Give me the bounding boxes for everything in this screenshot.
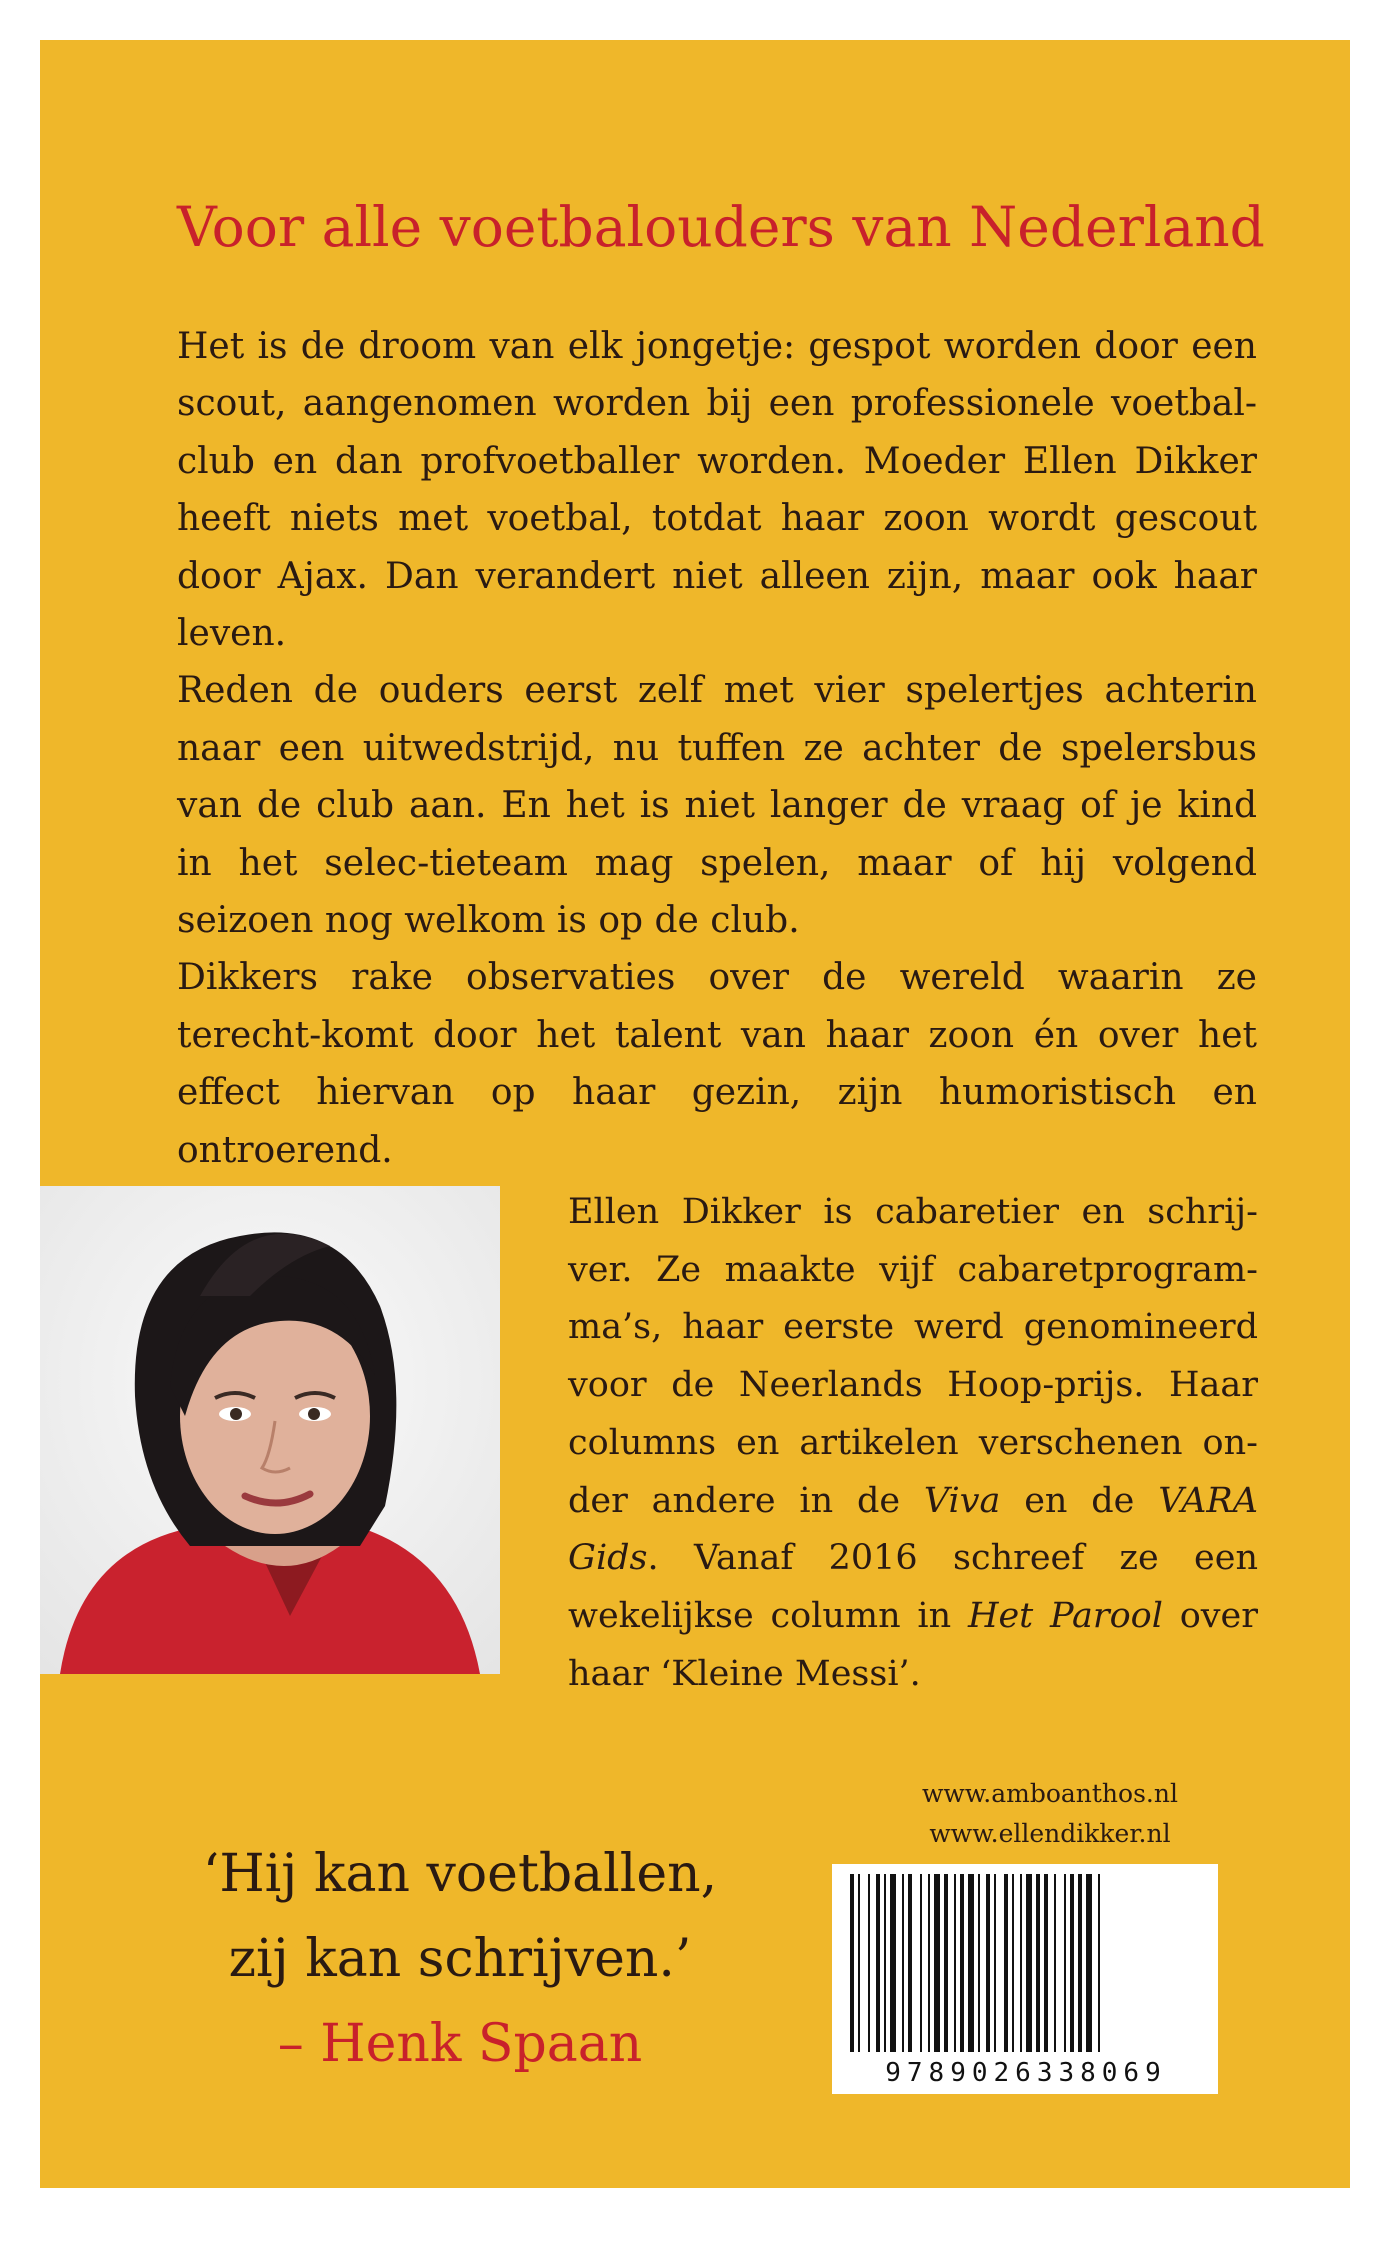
bio-title-viva: Viva	[923, 1480, 1001, 1521]
barcode-bar	[1004, 1874, 1008, 2052]
barcode-bar	[934, 1874, 940, 2052]
barcode-bar	[1086, 1874, 1092, 2052]
bio-title-het-parool: Het Parool	[967, 1595, 1163, 1636]
barcode-bar	[986, 1874, 990, 2052]
barcode-bar	[1012, 1874, 1014, 2052]
barcode-bar	[890, 1874, 896, 2052]
barcode-bar	[1020, 1874, 1022, 2052]
blurb	[177, 318, 1257, 1179]
barcode-bar	[876, 1874, 880, 2052]
barcode-bar	[1078, 1874, 1082, 2052]
author-bio	[568, 1184, 1258, 1703]
bio-text-1: Ellen Dikker is cabaretier en schrij-ver. Ze maakte vijf cabaretprogram-ma’s, haar eerste werd genomineerd voor de Neerlands Hoop-prijs. Haar columns en artikelen verschenen on-der andere in de	[568, 1192, 1258, 1521]
barcode-bar	[850, 1874, 854, 2052]
quote-line-2: zij kan schrijven.’	[228, 1929, 692, 1989]
barcode-bar	[1098, 1874, 1100, 2052]
bio-text-4: over haar ‘Kleine Messi’.	[568, 1595, 1259, 1694]
barcode-bar	[1070, 1874, 1074, 2052]
barcode-bar	[902, 1874, 904, 2052]
barcode-bar	[858, 1874, 860, 2052]
author-photo	[40, 1186, 500, 1674]
barcode-bar	[960, 1874, 964, 2052]
blurb-paragraph-1: Het is de droom van elk jongetje: gespot worden door een scout, aangenomen worden bij een professionele voetbal-club en dan profvoetballer worden. Moeder Ellen Dikker heeft niets met voetbal, totdat haar zoon wordt gescout door Ajax. Dan verandert niet alleen zijn, maar ook haar leven.	[177, 326, 1257, 655]
headline: Voor alle voetbalouders van Nederland	[177, 195, 1265, 259]
barcode-bar	[1064, 1874, 1066, 2052]
barcode-bar	[1054, 1874, 1056, 2052]
barcode-bar	[968, 1874, 974, 2052]
barcode-bar	[978, 1874, 980, 2052]
quote-attribution: – Henk Spaan	[277, 2014, 643, 2074]
blurb-paragraph-3: Dikkers rake observaties over de wereld waarin ze terecht-komt door het talent van haar zoon én over het effect hiervan op haar gezin, zijn humoristisch en ontroerend.	[177, 957, 1257, 1171]
barcode-bar	[868, 1874, 870, 2052]
barcode-bar	[994, 1874, 996, 2052]
barcode-bar	[920, 1874, 922, 2052]
barcode-bar	[1044, 1874, 1048, 2052]
isbn-barcode	[832, 1864, 1218, 2094]
barcode-bar	[884, 1874, 886, 2052]
review-quote	[150, 1832, 770, 2087]
publisher-urls	[880, 1774, 1220, 1854]
barcode-bar	[908, 1874, 912, 2052]
url-publisher[interactable]: www.amboanthos.nl	[922, 1779, 1178, 1808]
quote-line-1: ‘Hij kan voetballen,	[202, 1844, 718, 1904]
bio-text-3: . Vanaf 2016 schreef ze een wekelijkse column in	[568, 1538, 1258, 1636]
bio-text-2: en de	[1000, 1480, 1159, 1521]
barcode-bar	[1026, 1874, 1032, 2052]
bio-title-vara-gids: VARA Gids	[568, 1480, 1258, 1579]
barcode-bars	[850, 1874, 1200, 2052]
isbn-number: 9789026338069	[885, 2058, 1167, 2088]
barcode-bar	[954, 1874, 956, 2052]
barcode-bar	[944, 1874, 948, 2052]
barcode-bar	[928, 1874, 930, 2052]
barcode-bar	[1036, 1874, 1040, 2052]
blurb-paragraph-2: Reden de ouders eerst zelf met vier spelertjes achterin naar een uitwedstrijd, nu tuffen ze achter de spelersbus van de club aan. En het is niet langer de vraag of je kind in het selec-tieteam mag spelen, maar of hij volgend seizoen nog welkom is op de club.	[177, 670, 1257, 942]
url-author[interactable]: www.ellendikker.nl	[929, 1819, 1171, 1848]
book-back-cover	[40, 40, 1350, 2188]
